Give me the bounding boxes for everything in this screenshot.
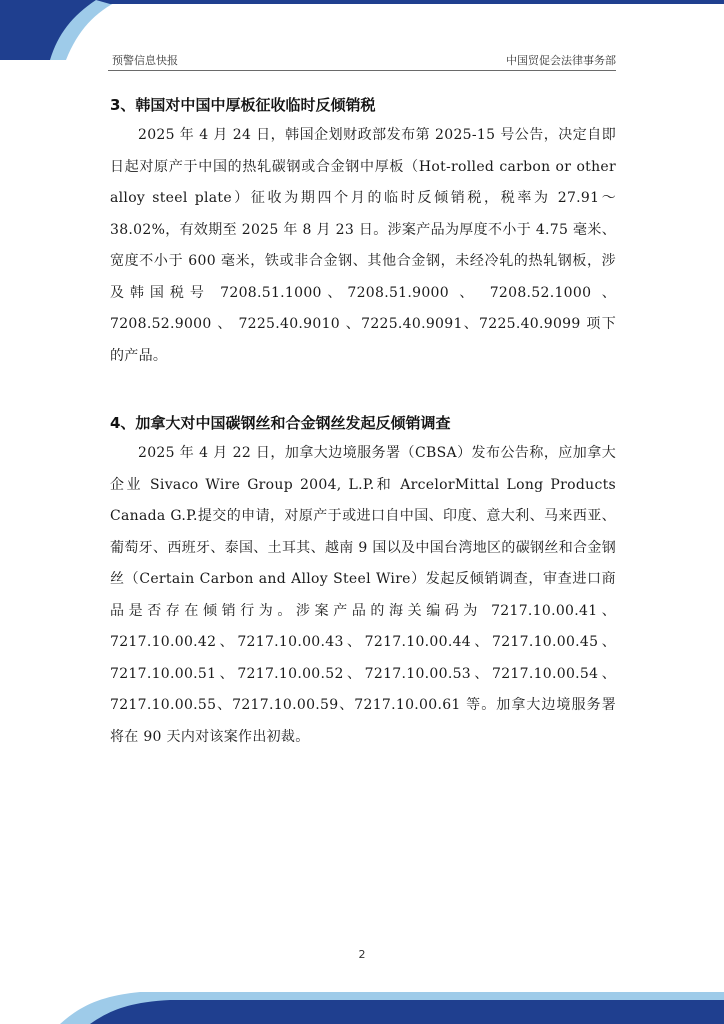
section-4 [110,408,616,753]
section-paragraph: 2025 年 4 月 24 日，韩国企划财政部发布第 2025-15 号公告，决定自即日起对原产于中国的热轧碳钢或合金钢中厚板（Hot-rolled carbon or other alloy steel plate）征收为期四个月的临时反倾销税，税率为 27.91～38.02%，有效期至 2025 年 8 月 23 日。涉案产品为厚度不小于 4.75 毫米、宽度不小于 600 毫米，铁或非合金钢、其他合金钢，未经冷轧的热轧钢板，涉及韩国税号 7208.51.1000、7208.51.9000 、 7208.52.1000 、 7208.52.9000 、 7225.40.9010 、7225.40.9091、7225.40.9099 项下的产品。 [110,127,616,364]
header-right-title: 中国贸促会法律事务部 [506,54,616,67]
header-left-title: 预警信息快报 [112,54,178,67]
footer-decoration [0,984,724,1024]
header-decoration [0,0,724,60]
document-body [110,90,616,753]
page-number: 2 [358,948,366,961]
section-3 [110,90,616,372]
section-heading: 3、韩国对中国中厚板征收临时反倾销税 [110,96,376,114]
header-divider [108,70,616,71]
section-paragraph: 2025 年 4 月 22 日，加拿大边境服务署（CBSA）发布公告称，应加拿大企业 Sivaco Wire Group 2004, L.P.和 ArcelorMittal Long Products Canada G.P.提交的申请，对原产于或进口自中国、印度、意大利、马来西亚、葡萄牙、西班牙、泰国、土耳其、越南 9 国以及中国台湾地区的碳钢丝和合金钢丝（Certain Carbon and Alloy Steel Wire）发起反倾销调查，审查进口商品是否存在倾销行为。涉案产品的海关编码为 7217.10.00.41、7217.10.00.42、7217.10.00.43、7217.10.00.44、7217.10.00.45、7217.10.00.51、7217.10.00.52、7217.10.00.53、7217.10.00.54、7217.10.00.55、7217.10.00.59、7217.10.00.61 等。加拿大边境服务署将在 90 天内对该案作出初裁。 [110,445,616,745]
section-heading: 4、加拿大对中国碳钢丝和合金钢丝发起反倾销调查 [110,414,451,432]
